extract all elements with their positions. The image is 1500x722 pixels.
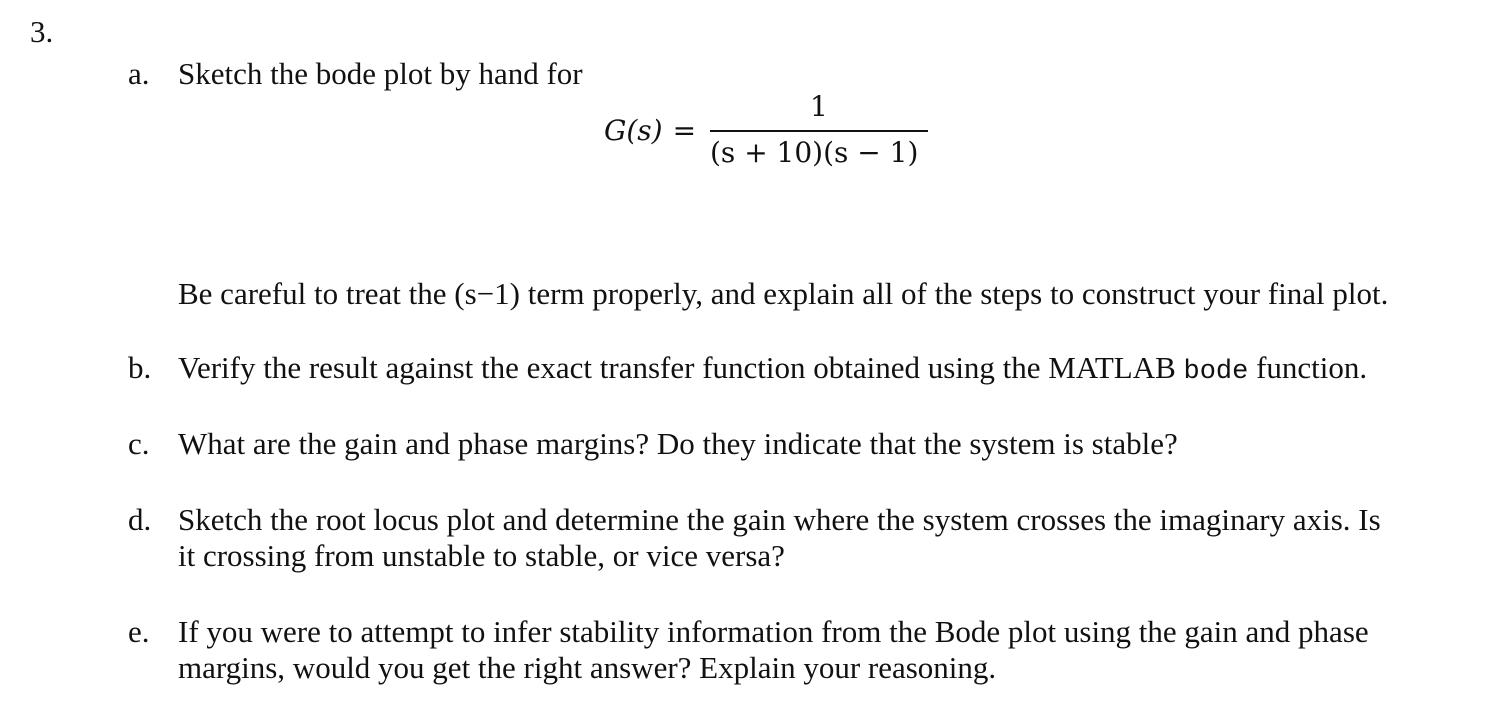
equation-lhs-symbol: G(s) — [604, 114, 663, 147]
part-d-line-1: Sketch the root locus plot and determine the gain where the system crosses the imaginary axis. Is — [178, 502, 1381, 537]
part-b-text-after: function. — [1248, 350, 1368, 385]
part-a-note: Be careful to treat the (s−1) term properly, and explain all of the steps to construct your final plot. — [178, 276, 1389, 311]
fraction-bar — [710, 130, 928, 132]
part-b-text-before: Verify the result against the exact transfer function obtained using the MATLAB — [178, 350, 1184, 385]
transfer-function-equation — [600, 90, 940, 180]
part-e-line-1: If you were to attempt to infer stability information from the Bode plot using the gain and phase — [178, 614, 1369, 649]
equation-denominator: (s + 10)(s − 1) — [710, 136, 919, 169]
part-b-letter: b. — [128, 350, 152, 385]
problem-number: 3. — [30, 14, 54, 49]
part-c-letter: c. — [128, 426, 150, 461]
part-d-letter: d. — [128, 502, 152, 537]
part-e-line-2: margins, would you get the right answer? Explain your reasoning. — [178, 650, 997, 685]
part-e-letter: e. — [128, 614, 150, 649]
part-b-text — [178, 350, 1367, 390]
matlab-bode-code: bode — [1183, 357, 1249, 387]
part-e-text — [178, 614, 1369, 686]
equation-numerator: 1 — [810, 90, 828, 123]
equation-equals: = — [672, 114, 697, 147]
part-d-text — [178, 502, 1381, 574]
equation-lhs — [604, 114, 696, 147]
part-a-letter: a. — [128, 56, 150, 91]
part-a-text: Sketch the bode plot by hand for — [178, 56, 583, 91]
part-c-text: What are the gain and phase margins? Do they indicate that the system is stable? — [178, 426, 1178, 461]
part-d-line-2: it crossing from unstable to stable, or vice versa? — [178, 538, 785, 573]
